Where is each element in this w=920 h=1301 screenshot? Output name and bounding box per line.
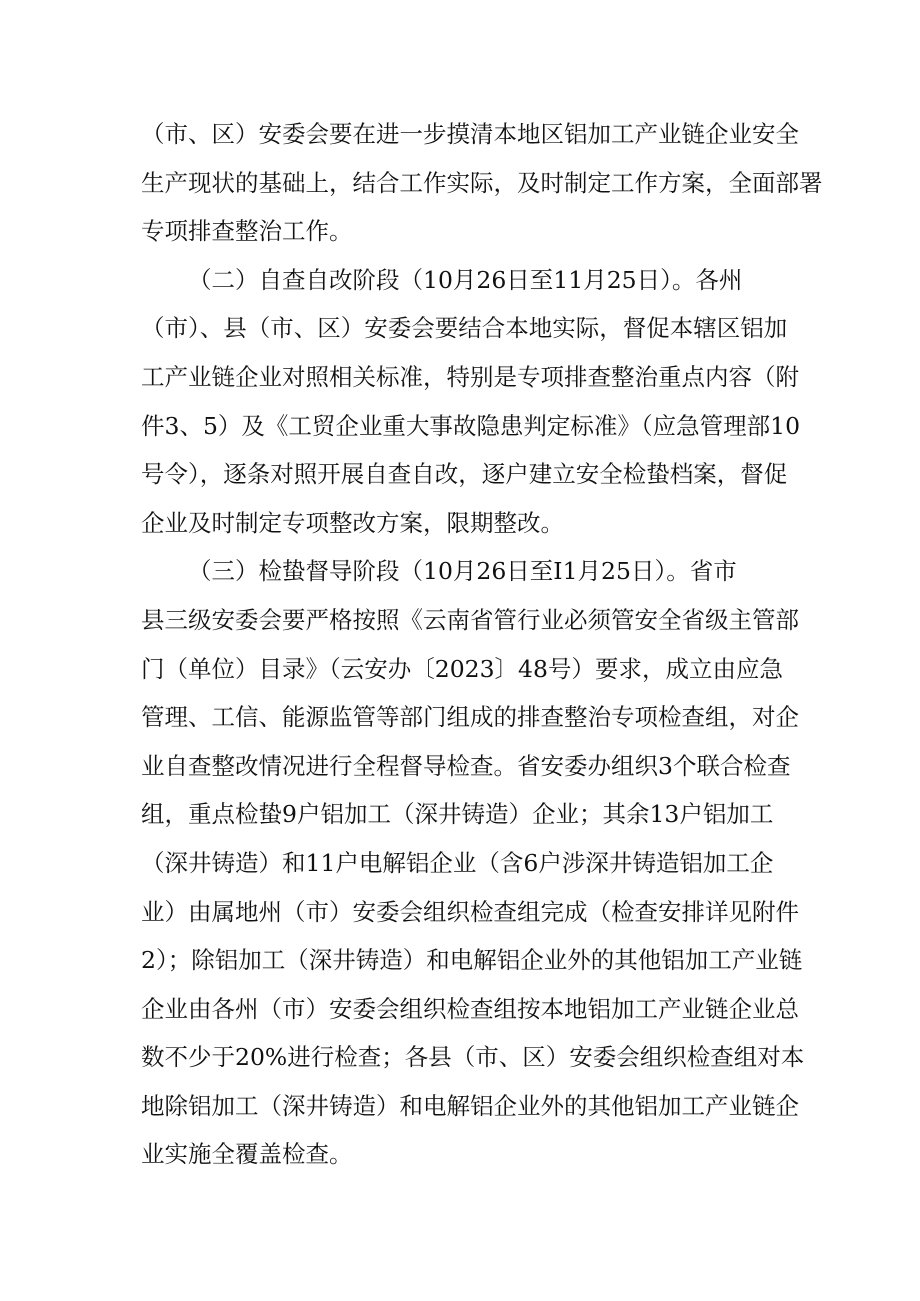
paragraph-2-line-1: （二）自查自改阶段（10月26日至11月25日）。各州 bbox=[188, 265, 743, 294]
paragraph-3-line-6: 组，重点检蛰9户铝加工（深井铸造）企业；其余13户铝加工 bbox=[141, 800, 774, 829]
paragraph-2-line-3: 工产业链企业对照相关标准，特别是专项排查整治重点内容（附 bbox=[141, 362, 799, 391]
paragraph-3-line-3: 门（单位）目录》（云安办〔2023〕48号）要求，成立由应急 bbox=[141, 654, 783, 683]
paragraph-2-line-5: 号令），逐条对照开展自查自改，逐户建立安全检蛰档案，督促 bbox=[141, 460, 788, 489]
paragraph-3-line-13: 业实施全覆盖检查。 bbox=[141, 1140, 353, 1169]
paragraph-3-line-1: （三）检蛰督导阶段（10月26日至I1月25日）。省市 bbox=[188, 557, 737, 586]
paragraph-3-line-11: 数不少于20%进行检查；各县（市、区）安委会组织检查组对本 bbox=[141, 1043, 805, 1072]
body-text bbox=[141, 110, 823, 1179]
paragraph-3-line-7: （深井铸造）和11户电解铝企业（含6户涉深井铸造铝加工企 bbox=[141, 848, 774, 877]
paragraph-3-line-4: 管理、工信、能源监管等部门组成的排查整治专项检查组，对企 bbox=[141, 703, 799, 732]
paragraph-3-line-10: 企业由各州（市）安委会组织检查组按本地铝加工产业链企业总 bbox=[141, 994, 799, 1023]
paragraph-3-line-8: 业）由属地州（市）安委会组织检查组完成（检查安排详见附件 bbox=[141, 897, 799, 926]
paragraph-1-line-3: 专项排查整治工作。 bbox=[141, 217, 353, 246]
paragraph-3-line-2: 县三级安委会要严格按照《云南省管行业必须管安全省级主管部 bbox=[141, 605, 799, 634]
paragraph-2-line-4: 件3、5）及《工贸企业重大事故隐患判定标准》（应急管理部10 bbox=[141, 411, 801, 440]
paragraph-2-line-6: 企业及时制定专项整改方案，限期整改。 bbox=[141, 508, 564, 537]
paragraph-1-line-1: （市、区）安委会要在进一步摸清本地区铝加工产业链企业安全 bbox=[141, 120, 799, 148]
paragraph-3-line-12: 地除铝加工（深井铸造）和电解铝企业外的其他铝加工产业链企 bbox=[141, 1091, 799, 1120]
paragraph-2-line-2: （市）、县（市、区）安委会要结合本地实际，督促本辖区铝加 bbox=[141, 314, 788, 343]
paragraph-3-line-5: 业自查整改情况进行全程督导检查。省安委办组织3个联合检查 bbox=[141, 751, 791, 780]
paragraph-1-line-2: 生产现状的基础上，结合工作实际，及时制定工作方案，全面部署 bbox=[141, 168, 823, 197]
paragraph-3-line-9: 2）；除铝加工（深井铸造）和电解铝企业外的其他铝加工产业链 bbox=[141, 946, 803, 975]
